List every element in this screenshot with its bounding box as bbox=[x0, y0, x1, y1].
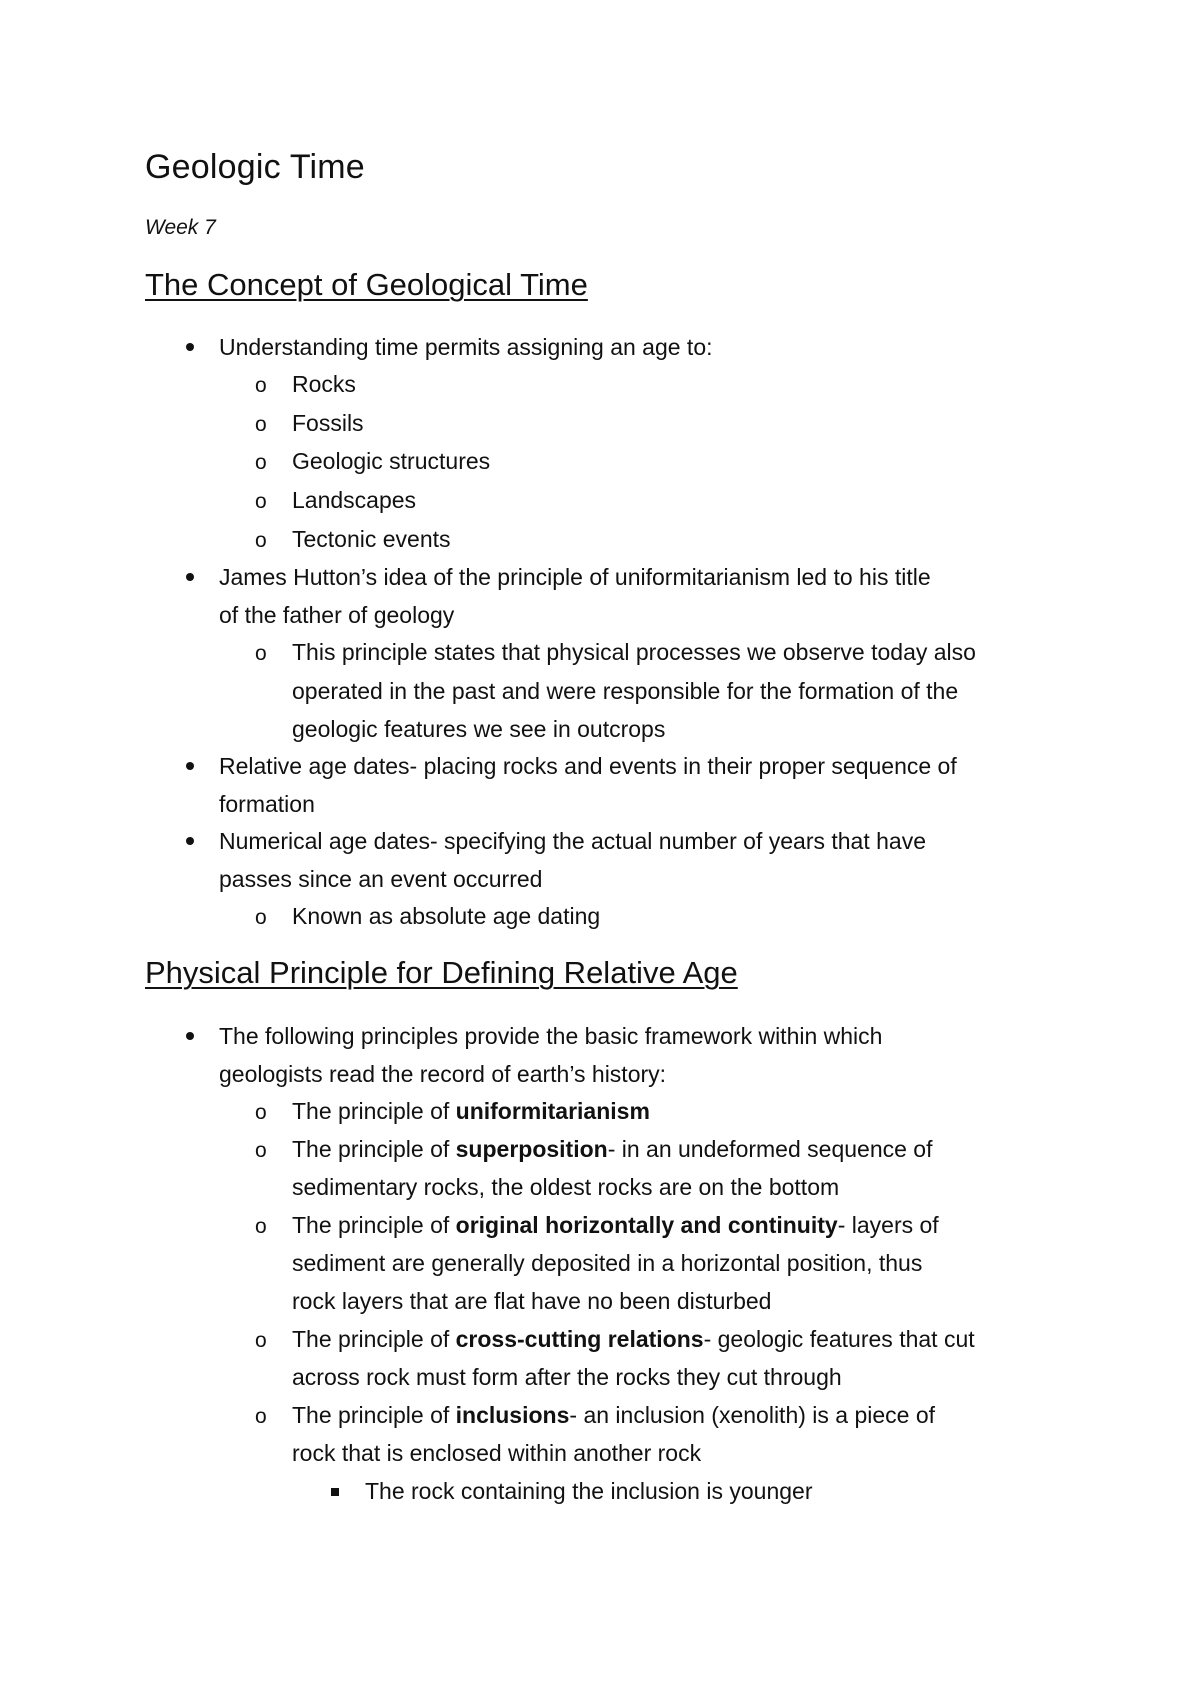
section-heading-relative-age: Physical Principle for Defining Relative Age bbox=[145, 955, 738, 990]
list-item: Tectonic events bbox=[292, 526, 451, 552]
bullet-dot-icon bbox=[186, 573, 194, 581]
circle-bullet-icon: o bbox=[255, 642, 267, 665]
principle-prefix: The principle of bbox=[292, 1212, 456, 1238]
principle-prefix: The principle of bbox=[292, 1402, 456, 1428]
list-item: The rock containing the inclusion is younger bbox=[365, 1478, 813, 1504]
square-bullet-icon bbox=[331, 1488, 339, 1496]
list-item-principle-cross-cutting bbox=[292, 1324, 975, 1354]
circle-bullet-icon: o bbox=[255, 1215, 267, 1238]
list-item: Fossils bbox=[292, 410, 364, 436]
list-item: Numerical age dates- specifying the actual number of years that have bbox=[219, 828, 926, 854]
circle-bullet-icon: o bbox=[255, 1139, 267, 1162]
principle-description: - layers of bbox=[837, 1212, 939, 1238]
bullet-dot-icon bbox=[186, 343, 194, 351]
principle-term: original horizontally and continuity bbox=[455, 1212, 838, 1238]
list-item: James Hutton’s idea of the principle of uniformitarianism led to his title bbox=[219, 564, 931, 590]
principle-term: inclusions bbox=[455, 1402, 570, 1428]
list-item: Rocks bbox=[292, 371, 356, 397]
list-item-continuation: operated in the past and were responsible for the formation of the bbox=[292, 678, 959, 704]
section-heading-concept: The Concept of Geological Time bbox=[145, 267, 588, 302]
circle-bullet-icon: o bbox=[255, 1101, 267, 1124]
list-item-principle-horizontality bbox=[292, 1210, 939, 1240]
circle-bullet-icon: o bbox=[255, 529, 267, 552]
list-item-continuation: passes since an event occurred bbox=[219, 866, 543, 892]
list-item: Landscapes bbox=[292, 487, 417, 513]
circle-bullet-icon: o bbox=[255, 1405, 267, 1428]
principle-prefix: The principle of bbox=[292, 1136, 456, 1162]
circle-bullet-icon: o bbox=[255, 374, 267, 397]
list-item-continuation: formation bbox=[219, 791, 315, 817]
list-item-continuation: geologists read the record of earth’s history: bbox=[219, 1061, 667, 1087]
list-item-principle-inclusions bbox=[292, 1400, 935, 1430]
principle-description: - an inclusion (xenolith) is a piece of bbox=[569, 1402, 936, 1428]
principle-prefix: The principle of bbox=[292, 1326, 456, 1352]
list-item-continuation: sediment are generally deposited in a horizontal position, thus bbox=[292, 1250, 923, 1276]
circle-bullet-icon: o bbox=[255, 413, 267, 436]
principle-term: uniformitarianism bbox=[455, 1098, 650, 1124]
list-item-continuation: rock layers that are flat have no been disturbed bbox=[292, 1288, 772, 1314]
circle-bullet-icon: o bbox=[255, 451, 267, 474]
list-item: This principle states that physical processes we observe today also bbox=[292, 639, 976, 665]
list-item: Known as absolute age dating bbox=[292, 903, 601, 929]
list-item: Understanding time permits assigning an age to: bbox=[219, 334, 713, 360]
list-item-principle-superposition bbox=[292, 1134, 932, 1164]
principle-term: superposition bbox=[455, 1136, 608, 1162]
list-item-continuation: across rock must form after the rocks they cut through bbox=[292, 1364, 842, 1390]
circle-bullet-icon: o bbox=[255, 490, 267, 513]
circle-bullet-icon: o bbox=[255, 906, 267, 929]
list-item: The following principles provide the basic framework within which bbox=[219, 1023, 883, 1049]
list-item-principle-uniformitarianism bbox=[292, 1096, 650, 1126]
list-item-continuation: rock that is enclosed within another rock bbox=[292, 1440, 702, 1466]
list-item: Relative age dates- placing rocks and events in their proper sequence of bbox=[219, 753, 957, 779]
principle-description: - in an undeformed sequence of bbox=[607, 1136, 933, 1162]
document-subtitle: Week 7 bbox=[145, 216, 216, 239]
circle-bullet-icon: o bbox=[255, 1329, 267, 1352]
list-item-continuation: sedimentary rocks, the oldest rocks are on the bottom bbox=[292, 1174, 840, 1200]
list-item-continuation: of the father of geology bbox=[219, 602, 455, 628]
bullet-dot-icon bbox=[186, 1032, 194, 1040]
list-item-continuation: geologic features we see in outcrops bbox=[292, 716, 666, 742]
list-item: Geologic structures bbox=[292, 448, 491, 474]
bullet-dot-icon bbox=[186, 762, 194, 770]
bullet-dot-icon bbox=[186, 837, 194, 845]
principle-prefix: The principle of bbox=[292, 1098, 456, 1124]
document-title: Geologic Time bbox=[145, 148, 365, 186]
principle-term: cross-cutting relations bbox=[455, 1326, 704, 1352]
principle-description: - geologic features that cut bbox=[703, 1326, 975, 1352]
